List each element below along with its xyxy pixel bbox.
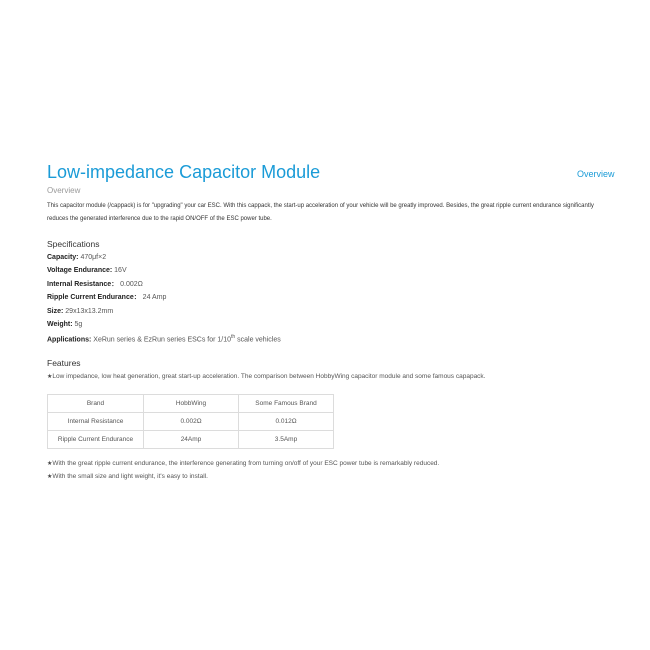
feature-item bbox=[47, 460, 439, 467]
page-title: Low-impedance Capacitor Module bbox=[47, 162, 321, 182]
table-header-row bbox=[48, 395, 334, 413]
star-icon: ★ bbox=[47, 474, 53, 480]
section-subtitle: Overview bbox=[47, 186, 81, 195]
comparison-table bbox=[47, 394, 334, 449]
spec-value: XeRun series & EzRun series ESCs for 1/10 bbox=[91, 336, 232, 344]
spec-label: Voltage Endurance: bbox=[47, 267, 113, 275]
table-cell: 0.012Ω bbox=[239, 413, 334, 431]
intro-paragraph: This capacitor module (/cappack) is for "upgrading" your car ESC. With this cappack, the start-up acceleration of your vehicle will be greatly improved. Besides, the great ripple current endurance significantly reduces the generated interference due to the rapid ON/OFF of the ESC power tube. bbox=[47, 203, 594, 222]
feature-item bbox=[47, 473, 208, 480]
spec-value: scale vehicles bbox=[235, 336, 281, 344]
spec-label: Applications: bbox=[47, 336, 92, 344]
spec-superscript: th bbox=[231, 334, 236, 341]
spec-value: 0.002Ω bbox=[118, 280, 143, 288]
overview-nav-link[interactable]: Overview bbox=[577, 169, 615, 179]
spec-value: 5g bbox=[72, 320, 83, 328]
spec-size bbox=[47, 305, 281, 318]
feature-text: With the great ripple current endurance, the interference generating from turning on/off of your ESC power tube is remarkably reduced. bbox=[52, 460, 440, 467]
table-cell: Ripple Current Endurance bbox=[48, 431, 144, 449]
table-header-cell: HobbWing bbox=[144, 395, 239, 413]
table-cell: 24Amp bbox=[144, 431, 239, 449]
table-header-cell: Brand bbox=[48, 395, 144, 413]
spec-label: Ripple Current Endurance： bbox=[47, 294, 141, 302]
table-cell: 0.002Ω bbox=[144, 413, 239, 431]
table-cell: Internal Resistance bbox=[48, 413, 144, 431]
spec-label: Capacity: bbox=[47, 254, 79, 261]
spec-value: 16V bbox=[112, 267, 127, 275]
spec-label: Weight: bbox=[47, 320, 73, 328]
spec-value: 24 Amp bbox=[140, 294, 167, 302]
feature-text: With the small size and light weight, it's easy to install. bbox=[52, 473, 208, 480]
spec-value: 470μf×2 bbox=[78, 254, 107, 261]
spec-applications bbox=[47, 331, 281, 344]
star-icon: ★ bbox=[47, 374, 53, 380]
spec-label: Size: bbox=[47, 307, 64, 315]
table-row bbox=[48, 431, 334, 449]
feature-item bbox=[47, 373, 486, 380]
spec-label: Internal Resistance： bbox=[47, 280, 119, 288]
table-cell: 3.5Amp bbox=[239, 431, 334, 449]
features-heading: Features bbox=[47, 358, 81, 368]
table-row bbox=[48, 413, 334, 431]
spec-voltage-endurance bbox=[47, 264, 281, 277]
spec-ripple-current bbox=[47, 291, 281, 304]
table-header-cell: Some Famous Brand bbox=[239, 395, 334, 413]
feature-text: Low impedance, low heat generation, great start-up acceleration. The comparison between HobbyWing capacitor module and some famous capapack. bbox=[52, 373, 486, 380]
spec-weight bbox=[47, 318, 281, 331]
spec-internal-resistance bbox=[47, 278, 281, 291]
specifications-list bbox=[47, 251, 281, 345]
star-icon: ★ bbox=[47, 461, 53, 467]
spec-capacity bbox=[47, 251, 281, 264]
spec-value: 29x13x13.2mm bbox=[63, 307, 114, 315]
specifications-heading: Specifications bbox=[47, 239, 100, 249]
